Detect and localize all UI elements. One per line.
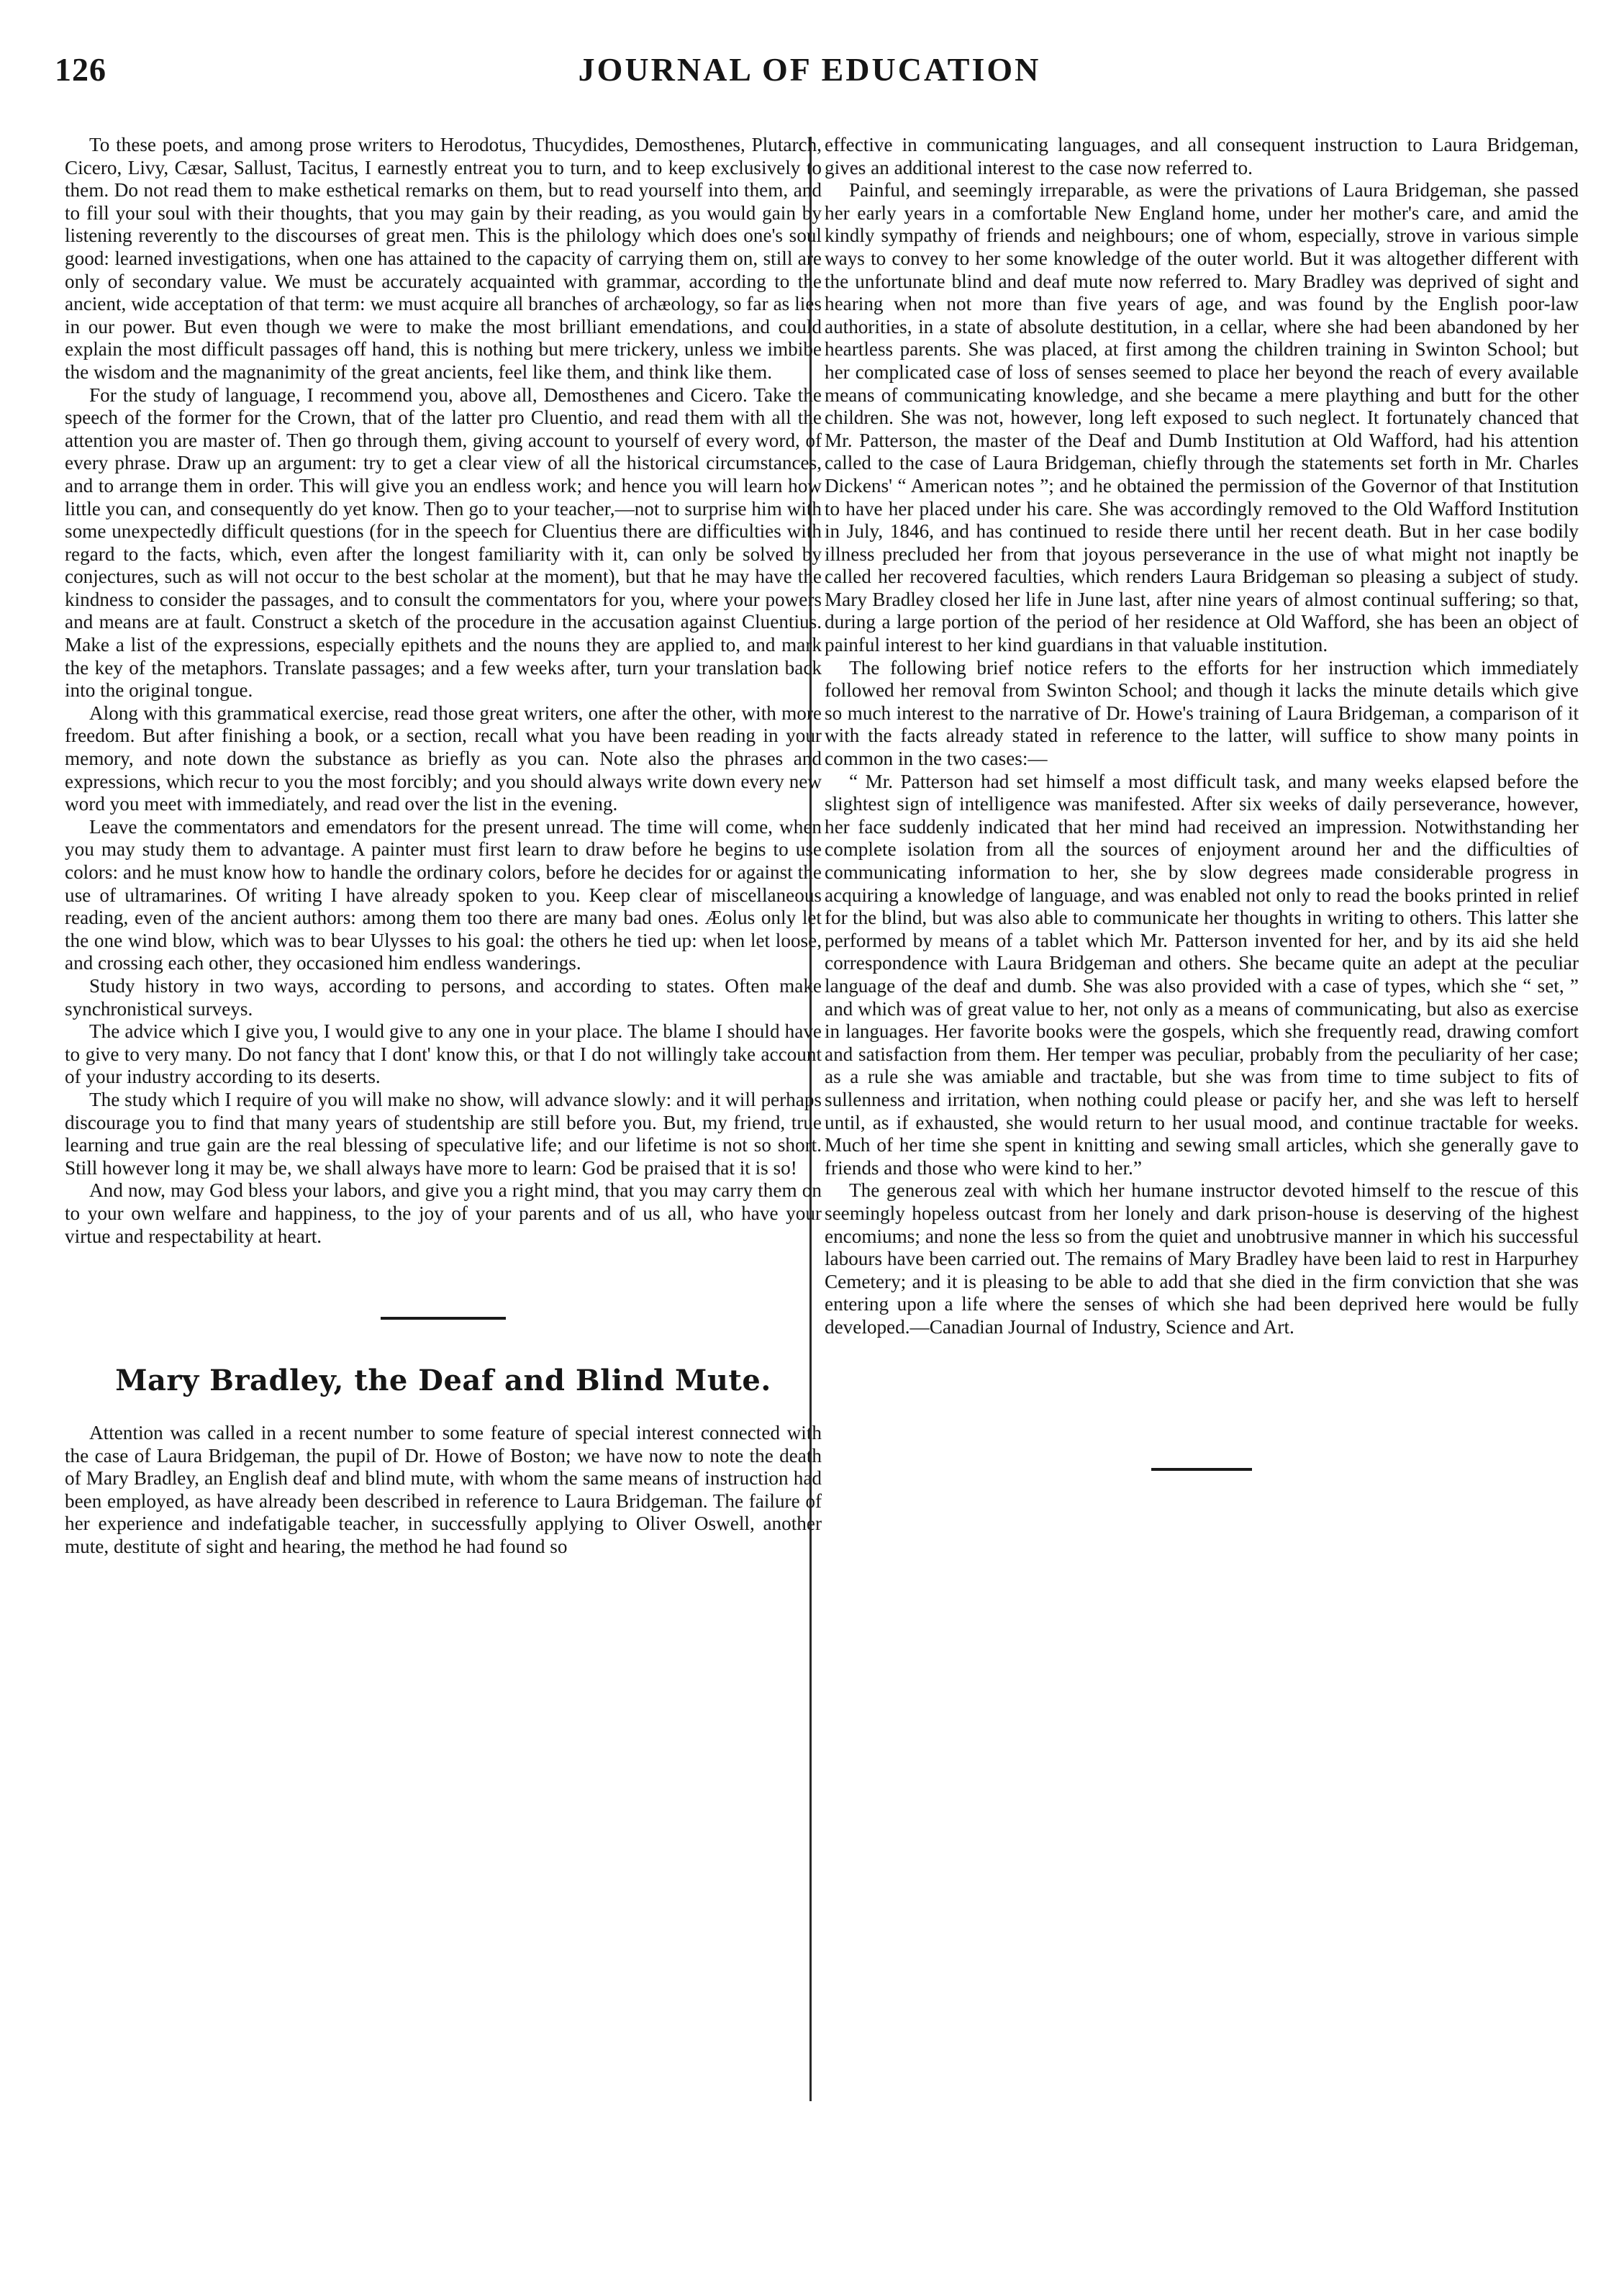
paragraph: The study which I require of you will make no show, will advance slowly: and it will perhaps discourage you to find that many years of studentship are still before you. But, my friend, true learning and true gain are the real blessing of speculative life; and our lifetime is not so short. Still however long it may be, we shall always have more to learn: God be praised that it is so! [65,1088,822,1179]
paragraph: effective in communicating languages, and all consequent instruction to Laura Bridgeman, gives an additional interest to the case now referred to. [825,134,1579,178]
paragraph: Attention was called in a recent number to some feature of special interest connected with the case of Laura Bridgeman, the pupil of Dr. Howe of Boston; we have now to note the death of Mary Bradley, an English deaf and blind mute, with whom the same means of instruction had been employed, as have already been described in reference to Laura Bridgeman. The failure of her experience and indefatigable teacher, in successfully applying to Oliver Oswell, another mute, destitute of sight and hearing, the method he had found so [65,1422,822,1558]
paragraph: And now, may God bless your labors, and give you a right mind, that you may carry them on to your own welfare and happiness, to the joy of your parents and of us all, who have your virtue and respectability at heart. [65,1179,822,1247]
page-header [55,50,1564,101]
paragraph: Along with this grammatical exercise, read those great writers, one after the other, with more freedom. But after finishing a book, or a section, recall what you have been reading in your memory, and note down the substance as briefly as you can. Note also the phrases and expressions, which recur to you the most forcibly; and you should always write down every new word you meet with immediately, and read over the list in the evening. [65,702,822,815]
right-column [825,134,1579,1471]
left-column [65,134,822,1559]
paragraph: The advice which I give you, I would give to any one in your place. The blame I should have to give to very many. Do not fancy that I dont' know this, or that I do not willingly take account of your industry according to its deserts. [65,1020,822,1088]
paragraph: Leave the commentators and emendators for the present unread. The time will come, when you may study them to advantage. A painter must first learn to draw before he begins to use colors: and he must know how to handle the ordinary colors, before he decides for or against the use of ultramarines. Of writing I have already spoken to you. Keep clear of miscellaneous reading, even of the ancient authors: among them too there are many bad ones. Æolus only let the one wind blow, which was to bear Ulysses to his goal: the others he tied up: when let loose, and crossing each other, they occasioned him endless wanderings. [65,815,822,974]
article-title: Mary Bradley, the Deaf and Blind Mute. [115,1364,771,1398]
page-number: 126 [55,51,106,88]
paragraph: Study history in two ways, according to persons, and according to states. Often make synchronistical surveys. [65,974,822,1020]
article-separator-rule [381,1317,506,1320]
paragraph: Painful, and seemingly irreparable, as were the privations of Laura Bridgeman, she passed her early years in a comfortable New England home, under her mother's care, and amid the kindly sympathy of friends and neighbours; one of whom, especially, strove in various simple ways to convey to her some knowledge of the outer world. But it was altogether different with the unfortunate blind and deaf mute now referred to. Mary Bradley was deprived of sight and hearing when not more than five years of age, and was found by the English poor-law authorities, in a state of absolute destitution, in a cellar, where she had been abandoned by her heartless parents. She was placed, at first among the children training in Swinton School; but her complicated case of loss of senses seemed to place her beyond the reach of every available means of communicating knowledge, and she became a mere plaything and butt for the other children. She was not, however, long left exposed to such neglect. It fortunately chanced that Mr. Patterson, the master of the Deaf and Dumb Institution at Old Wafford, had his attention called to the case of Laura Bridgeman, chiefly through the statements set forth in Mr. Charles Dickens' “ American notes ”; and he obtained the permission of the Governor of that Institution to have her placed under his care. She was accordingly removed to the Old Wafford Institution in July, 1846, and has continued to reside there until her recent death. But in her case bodily illness precluded her from that joyous perseverance in the use of what might not inaptly be called her recovered faculties, which renders Laura Bridgeman so pleasing a subject of study. Mary Bradley closed her life in June last, after nine years of almost continual suffering; so that, during a large portion of the period of her residence at Old Wafford, she has been an object of painful interest to her kind guardians in that valuable institution. [825,179,1579,656]
end-rule [1151,1468,1252,1471]
paragraph: To these poets, and among prose writers to Herodotus, Thucydides, Demosthenes, Plutarch, Cicero, Livy, Cæsar, Sallust, Tacitus, I earnestly entreat you to turn, and to keep exclusively to them. Do not read them to make esthetical remarks on them, but to read yourself into them, and to fill your soul with their thoughts, that you may gain by their reading, as you would gain by listening reverently to the discourses of great men. This is the philology which does one's soul good: learned investigations, when one has attained to the capacity of carrying them on, still are only of secondary value. We must be accurately acquainted with grammar, according to the ancient, wide acceptation of that term: we must acquire all branches of archæology, so far as lies in our power. But even though we were to make the most brilliant emendations, and could explain the most difficult passages off hand, this is nothing but mere trickery, unless we imbibe the wisdom and the magnanimity of the great ancients, feel like them, and think like them. [65,134,822,383]
paragraph: “ Mr. Patterson had set himself a most difficult task, and many weeks elapsed before the slightest sign of intelligence was manifested. After six weeks of daily perseverance, however, her face suddenly indicated that her mind had received an impression. Notwithstanding her complete isolation from all the sources of enjoyment around her and the difficulties of communicating information to her, she by slow degrees made considerable progress in acquiring a knowledge of language, and was enabled not only to read the books printed in relief for the blind, but was also able to communicate her thoughts in writing to others. This latter she performed by means of a tablet which Mr. Patterson invented for her, and by its aid she held correspondence with Laura Bridgeman and others. She became quite an adept at the peculiar language of the deaf and dumb. She was also provided with a case of types, which she “ set, ” and which was of great value to her, not only as a means of communicating, but also as exercise in languages. Her favorite books were the gospels, which she frequently read, drawing comfort and satisfaction from them. Her temper was peculiar, probably from the peculiarity of her case; as a rule she was amiable and tractable, but she was from time to time subject to fits of sullenness and irritation, when nothing could please or pacify her, and she was left to herself until, as if exhausted, she would return to her usual mood, and continue tractable for weeks. Much of her time she spent in knitting and sewing small articles, which she generally gave to friends and those who were kind to her.” [825,770,1579,1179]
paragraph: The following brief notice refers to the efforts for her instruction which immediately followed her removal from Swinton School; and though it lacks the minute details which give so much interest to the narrative of Dr. Howe's training of Laura Bridgeman, a comparison of it with the facts already stated in reference to the latter, will suffice to show many points in common in the two cases:— [825,656,1579,770]
paragraph: For the study of language, I recommend you, above all, Demosthenes and Cicero. Take the speech of the former for the Crown, that of the latter pro Cluentio, and read them with all the attention you are master of. Then go through them, giving account to yourself of every word, of every phrase. Draw up an argument: try to get a clear view of all the historical circumstances, and to arrange them in order. This will give you an endless work; and hence you will learn how little you can, and consequently do yet know. Then go to your teacher,—not to surprise him with some unexpectedly difficult questions (for in the speech for Cluentius there are difficulties with regard to the facts, which, even after the longest familiarity with it, can only be solved by conjectures, such as will not occur to the best scholar at the moment), but that he may have the kindness to consider the passages, and to consult the commentators for you, where your powers and means are at fault. Construct a sketch of the procedure in the accusation against Cluentius. Make a list of the expressions, especially epithets and the nouns they are applied to, and mark the key of the metaphors. Translate passages; and a few weeks after, turn your translation back into the original tongue. [65,384,822,702]
paragraph: The generous zeal with which her humane instructor devoted himself to the rescue of this seemingly hopeless outcast from her lonely and dark prison-house is deserving of the highest encomiums; and none the less so from the quiet and unobtrusive manner in which his successful labours have been carried out. The remains of Mary Bradley have been laid to rest in Harpurhey Cemetery; and it is pleasing to be able to add that she died in the firm conviction that she was entering upon a life where the senses of which she had been deprived here would be fully developed.—Canadian Journal of Industry, Science and Art. [825,1179,1579,1338]
journal-title: JOURNAL OF EDUCATION [578,51,1041,88]
